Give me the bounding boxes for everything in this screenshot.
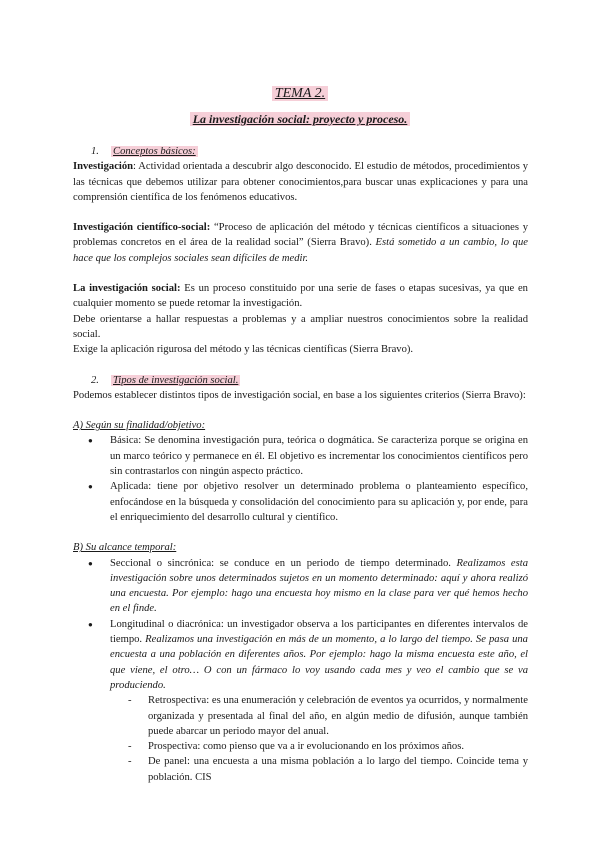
definition-investigacion-cientifico-social: Investigación científico-social: “Proceso de aplicación del método y técnicas científicos a situaciones y problemas concretos en el área de la realidad social” (Sierra Bravo). Está sometido a un cambio, lo que hace que los complejos sociales sean difíciles de medir. [73,222,528,264]
document-title: TEMA 2. [0,86,600,102]
definition-investigacion: Investigación: Actividad orientada a descubrir algo desconocido. El estudio de métodos, procedimientos y las técnicas que debemos utilizar para obtener conocimientos,para buscar unas explicaciones y para una comprensión científica de los fenómenos educativos. [73,161,528,203]
list-item: ● Aplicada: tiene por objetivo resolver un determinado problema o planteamiento específico, enfocándose en la búsqueda y consolidación del conocimiento para su aplicación y, por ende, para el enriquecimiento del desarrollo cultural y científico. [110,479,528,525]
bullet-list-alcance [73,556,528,785]
section-heading-conceptos: 1. Conceptos básicos: [91,146,196,157]
list-item: ● Longitudinal o diacrónica: un investigador observa a los participantes en diferentes intervalos de tiempo. Realizamos una investigación en más de un momento, a lo largo del tiempo. Se pasa una encuesta a una población en diferentes años. Por ejemplo: hago la misma encuesta este año, el que viene, el otro… O con un fármaco lo voy usando cada mes y veo el cambio que se va produciendo. - Retrospectiva: es una enumeración y celebración de eventos ya ocurridos, y normalmente organizada y presentada al final del año, en algún medio de difusión, aunque también puede abarcar un periodo mayor del anual. - Prospectiva: como pienso que va a ir evolucionando en los próximos años. - De panel: una encuesta a una misma población a lo largo del tiempo. Coincide tema y población. CIS [110,617,528,785]
list-item: - De panel: una encuesta a una misma población a lo largo del tiempo. Coincide tema y población. CIS [148,754,528,785]
paragraph: Debe orientarse a hallar respuestas a problemas y a ampliar nuestros conocimientos sobre la realidad social. [73,313,528,340]
bullet-list-finalidad [73,433,528,525]
section-heading-tipos: 2. Tipos de investigación social. [91,374,239,386]
list-item: ● Básica: Se denomina investigación pura, teórica o dogmática. Se caracteriza porque se origina en un marco teórico y permanece en él. El objetivo es incrementar los conocimientos científicos pero sin contrastarlos con ningún aspecto práctico. [110,433,528,479]
list-item: - Prospectiva: como pienso que va a ir evolucionando en los próximos años. [148,739,528,754]
subheading-finalidad: A) Según su finalidad/objetivo: [73,420,206,432]
dash-list-longitudinal [110,693,528,785]
document-body [73,144,528,785]
section-intro: Podemos establecer distintos tipos de investigación social, en base a los siguientes criterios (Sierra Bravo): [73,389,526,401]
definition-investigacion-social: La investigación social: Es un proceso constituido por una serie de fases o etapas sucesivas, ya que en cualquier momento se puede retomar la investigación. [73,283,528,310]
paragraph: Exige la aplicación rigurosa del método y las técnicas científicas (Sierra Bravo). [73,344,414,356]
list-item: - Retrospectiva: es una enumeración y celebración de eventos ya ocurridos, y normalmente organizada y presentada al final del año, en algún medio de difusión, aunque también puede abarcar un periodo mayor del anual. [148,693,528,739]
document-subtitle: La investigación social: proyecto y proceso. [0,112,600,127]
subheading-alcance-temporal: B) Su alcance temporal: [73,542,177,554]
list-item: ● Seccional o sincrónica: se conduce en un periodo de tiempo determinado. Realizamos esta investigación sobre unos determinados sujetos en un momento determinado: aquí y ahora realizó una encuesta. Por ejemplo: hago una encuesta hoy mismo en la clase para ver qué hemos hecho en el finde. [110,556,528,617]
